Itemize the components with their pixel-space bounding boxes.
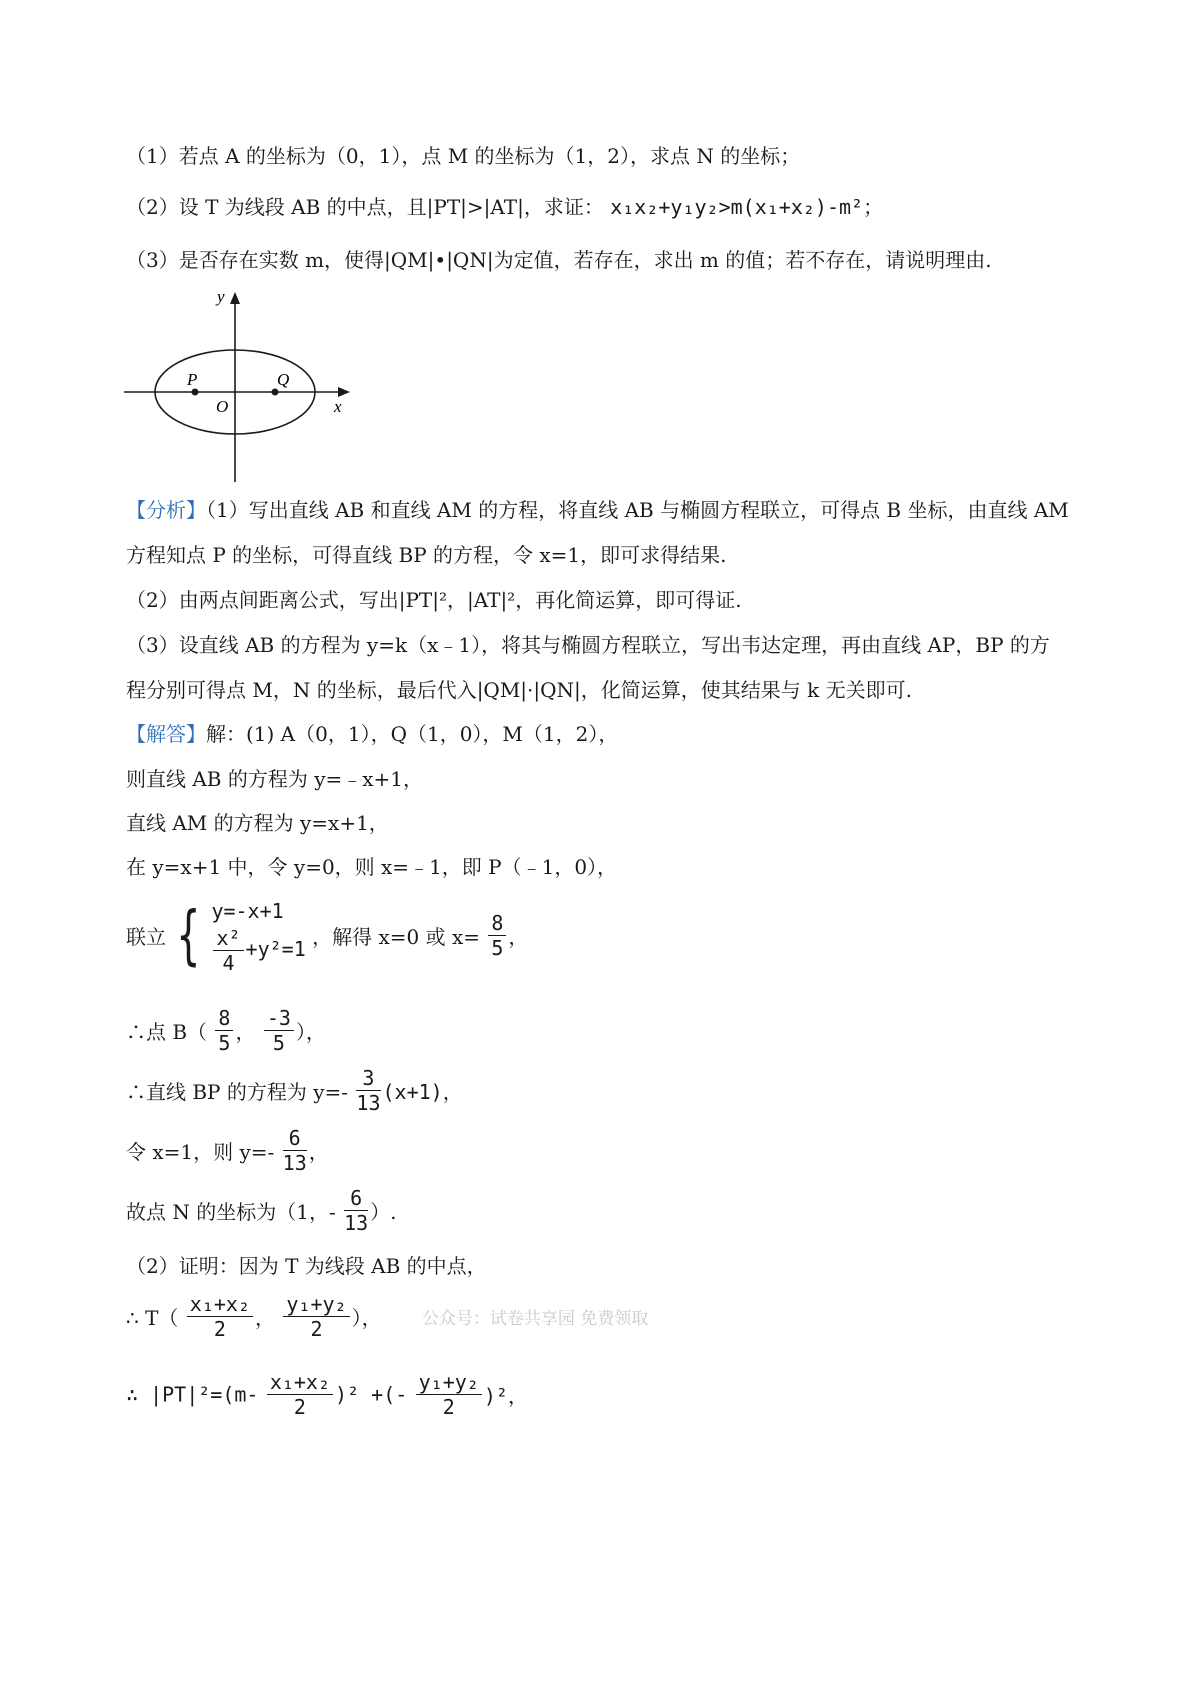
analysis-line-4: （3）设直线 AB 的方程为 y=k（x﹣1），将其与椭圆方程联立，写出韦达定理，再由直线 AP，BP 的方 [126, 633, 1050, 657]
system-eq-1: y=-x+1 [211, 899, 284, 923]
origin-label: O [216, 397, 229, 416]
question-2-text: （2）设 T 为线段 AB 的中点，且|PT|>|AT|，求证： [126, 195, 604, 219]
point-b-line: ∴点 B（ $\frac{8}{5}$ ， $\frac{-3}{5}$ ）， [126, 1006, 326, 1055]
solution-line-4: 在 y=x+1 中，令 y=0，则 x=﹣1，即 P（﹣1，0）， [126, 855, 618, 879]
let-x-equals-1: 令 x=1，则 y=- $\frac{6}{13}$ ， [126, 1126, 329, 1175]
frac-3-13: $\frac{3}{13}$ [356, 1066, 381, 1115]
solution-part-2: （2）证明：因为 T 为线段 AB 的中点， [126, 1254, 487, 1278]
p-label: P [187, 370, 198, 389]
analysis-text-1: （1）写出直线 AB 和直线 AM 的方程，将直线 AB 与椭圆方程联立，可得点 B 坐标，由直线 AM [206, 498, 1069, 522]
ellipse-figure [124, 284, 364, 484]
frac-x2-over-4: $\frac{\text{x²}}{4}$ [213, 926, 243, 975]
solution-line-2: 则直线 AB 的方程为 y=﹣x+1， [126, 767, 424, 791]
point-p [192, 389, 199, 396]
point-q [272, 389, 279, 396]
q-label: Q [277, 370, 290, 389]
question-3: （3）是否存在实数 m，使得|QM|•|QN|为定值，若存在，求出 m 的值；若不存在，请说明理由. [126, 248, 992, 272]
frac-b-y: $\frac{-3}{5}$ [264, 1006, 294, 1055]
pt-squared-line: ∴ |PT|²=(m- $\frac{\text{x₁+x₂}}{2}$ )² +(- $\frac{\text{y₁+y₂}}{2}$ )²， [126, 1370, 528, 1419]
frac-pt-y: $\frac{\text{y₁+y₂}}{2}$ [416, 1370, 482, 1419]
y-axis-arrow [230, 292, 240, 304]
analysis-line-3: （2）由两点间距离公式，写出|PT|²，|AT|²，再化简运算，即可得证. [126, 588, 742, 612]
line-bp-equation: ∴直线 BP 的方程为 y=- $\frac{3}{13}$ (x+1)， [126, 1066, 463, 1115]
frac-b-x: $\frac{8}{5}$ [215, 1006, 233, 1055]
analysis-line-1 [126, 496, 1069, 524]
question-1: （1）若点 A 的坐标为（0，1），点 M 的坐标为（1，2），求点 N 的坐标； [126, 144, 801, 168]
solution-tag: 【解答】 [126, 722, 206, 746]
solve-text: ，解得 x=0 或 x= [312, 925, 480, 949]
system-label: 联立 [126, 925, 166, 949]
solution-text-1: 解：(1) A（0，1），Q（1，0），M（1，2）， [206, 722, 619, 746]
analysis-line-5: 程分别可得点 M，N 的坐标，最后代入|QM|·|QN|，化简运算，使其结果与 k 无关即可. [126, 678, 912, 702]
simultaneous-system: 联立 { y=-x+1 $\frac{\text{x²}}{4}$ +y²=1 ，解得 x=0 或 x= $\frac{8}{5}$ ， [126, 896, 528, 975]
y-axis-label: y [217, 287, 225, 306]
frac-pt-x: $\frac{\text{x₁+x₂}}{2}$ [267, 1370, 333, 1419]
frac-t-y: $\frac{\text{y₁+y₂}}{2}$ [283, 1292, 349, 1341]
midpoint-t-line: ∴ T（ $\frac{\text{x₁+x₂}}{2}$ ， $\frac{\text{y₁+y₂}}{2}$ ）， 公众号：试卷共享园 免费领取 [126, 1292, 649, 1341]
solution-line-3: 直线 AM 的方程为 y=x+1， [126, 811, 389, 835]
left-brace: { [176, 898, 201, 973]
x-axis-arrow [338, 387, 350, 397]
frac-t-x: $\frac{\text{x₁+x₂}}{2}$ [187, 1292, 253, 1341]
x-axis-label: x [334, 397, 342, 416]
system-equations [211, 896, 305, 975]
frac-8-5: $\frac{8}{5}$ [488, 911, 506, 960]
analysis-tag: 【分析】 [126, 498, 206, 522]
frac-n-y: $\frac{6}{13}$ [344, 1186, 369, 1235]
question-2-formula: x₁x₂+y₁y₂>m(x₁+x₂)-m²； [610, 195, 884, 219]
solution-line-1 [126, 720, 618, 748]
question-2 [126, 193, 883, 221]
point-n-result: 故点 N 的坐标为（1，- $\frac{6}{13}$ ）. [126, 1186, 397, 1235]
frac-6-13: $\frac{6}{13}$ [282, 1126, 307, 1175]
system-eq-2: $\frac{\text{x²}}{4}$ +y²=1 [211, 926, 305, 975]
watermark-text: 公众号：试卷共享园 免费领取 [421, 1309, 649, 1329]
analysis-line-2: 方程知点 P 的坐标，可得直线 BP 的方程，令 x=1，即可求得结果. [126, 543, 727, 567]
